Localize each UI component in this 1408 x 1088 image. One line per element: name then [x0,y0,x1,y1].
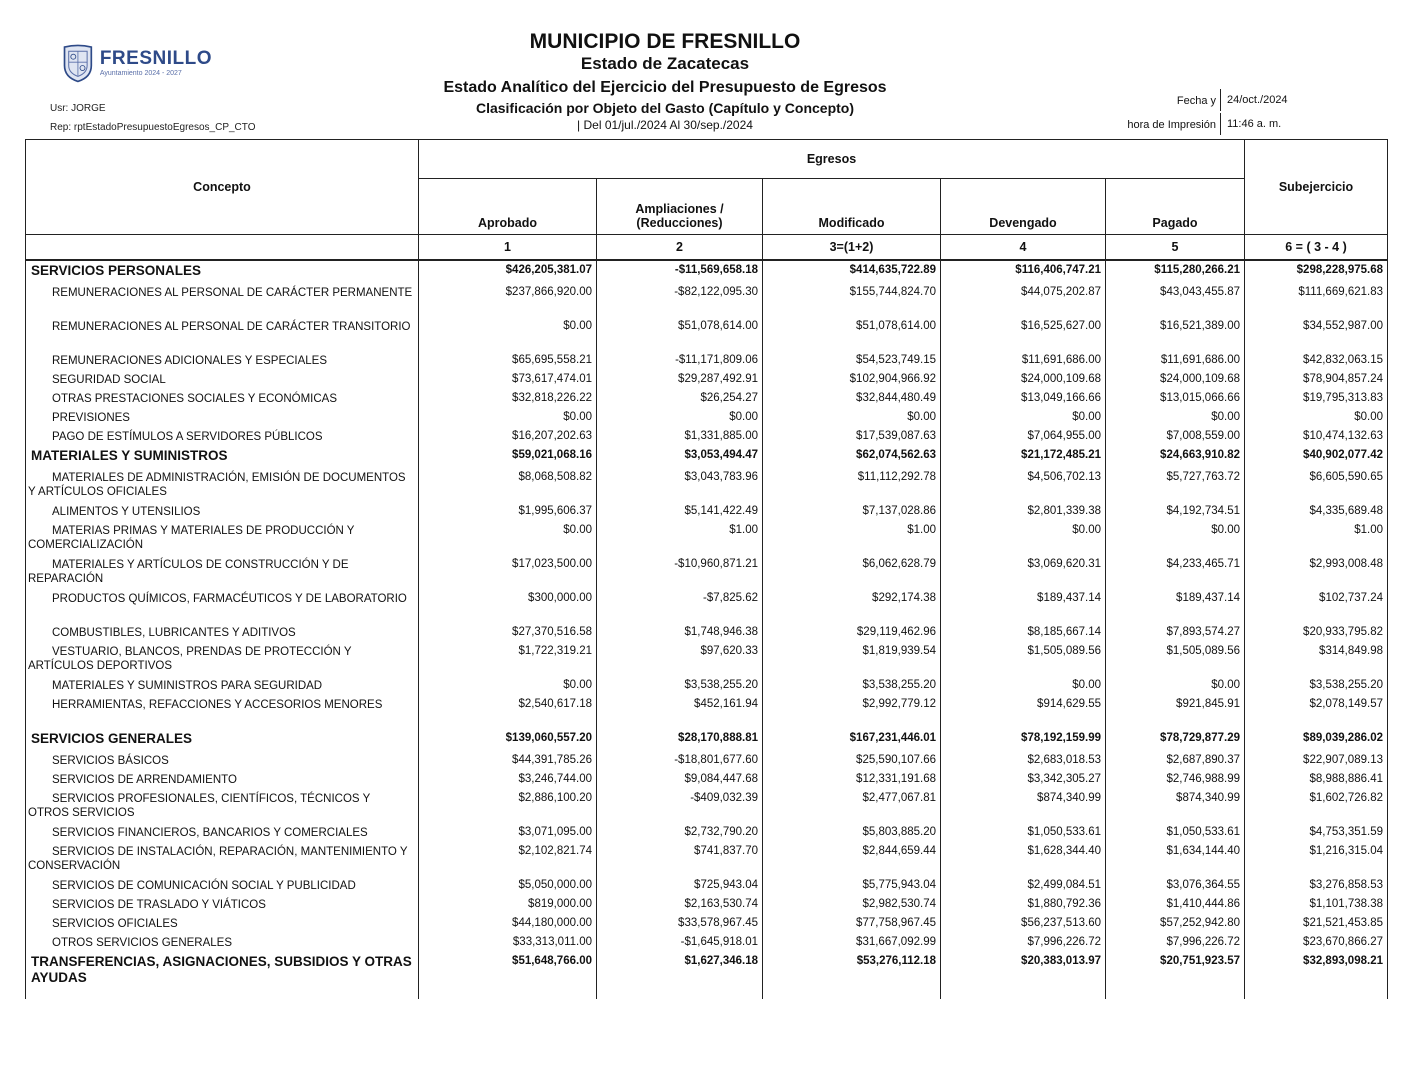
cell-subejercicio: $19,795,313.83 [1245,389,1388,408]
cell-aprobado: $73,617,474.01 [419,370,597,389]
cell-pagado: $1,634,144.40 [1106,842,1245,876]
cell-devengado: $3,342,305.27 [941,770,1106,789]
concept-label: PREVISIONES [26,408,419,427]
cell-modificado: $51,078,614.00 [763,317,941,351]
cell-ampliaciones: $5,141,422.49 [597,502,763,521]
cell-pagado: $1,050,533.61 [1106,823,1245,842]
cell-aprobado: $44,391,785.26 [419,751,597,770]
print-date-label: Fecha y [1100,89,1221,111]
cell-modificado: $77,758,967.45 [763,914,941,933]
col-index-blank [26,235,419,261]
cell-subejercicio: $3,276,858.53 [1245,876,1388,895]
budget-table [25,139,1388,999]
concept-label: REMUNERACIONES AL PERSONAL DE CARÁCTER TRANSITORIO [26,317,419,351]
cell-ampliaciones: -$18,801,677.60 [597,751,763,770]
cell-devengado: $0.00 [941,521,1106,555]
chapter-label: MATERIALES Y SUMINISTROS [26,446,419,468]
cell-aprobado: $2,102,821.74 [419,842,597,876]
concept-label: MATERIAS PRIMAS Y MATERIALES DE PRODUCCIÓN Y COMERCIALIZACIÓN [26,521,419,555]
cell-pagado: $4,192,734.51 [1106,502,1245,521]
col-index-1: 1 [419,235,597,261]
cell-devengado: $0.00 [941,408,1106,427]
cell-aprobado: $237,866,920.00 [419,283,597,317]
col-header-modificado: Modificado [763,179,941,235]
cell-ampliaciones: -$10,960,871.21 [597,555,763,589]
col-index-2: 2 [597,235,763,261]
cell-modificado: $1,819,939.54 [763,642,941,676]
cell-aprobado: $32,818,226.22 [419,389,597,408]
chapter-row [26,952,1388,989]
cell-modificado: $3,538,255.20 [763,676,941,695]
cell-aprobado: $16,207,202.63 [419,427,597,446]
cell-modificado: $29,119,462.96 [763,623,941,642]
spacer-cell [1245,989,1388,999]
cell-pagado: $0.00 [1106,676,1245,695]
col-index-3: 3=(1+2) [763,235,941,261]
cell-pagado: $1,410,444.86 [1106,895,1245,914]
cell-subejercicio: $1,602,726.82 [1245,789,1388,823]
cell-subejercicio: $314,849.98 [1245,642,1388,676]
cell-modificado: $167,231,446.01 [763,729,941,751]
concept-label: ALIMENTOS Y UTENSILIOS [26,502,419,521]
cell-devengado: $189,437.14 [941,589,1106,623]
concept-label: SERVICIOS DE ARRENDAMIENTO [26,770,419,789]
col-header-pagado: Pagado [1106,179,1245,235]
concept-row [26,842,1388,876]
cell-devengado: $2,499,084.51 [941,876,1106,895]
cell-devengado: $7,064,955.00 [941,427,1106,446]
cell-subejercicio: $2,078,149.57 [1245,695,1388,729]
concept-row [26,283,1388,317]
concept-row [26,676,1388,695]
cell-ampliaciones: $97,620.33 [597,642,763,676]
cell-devengado: $914,629.55 [941,695,1106,729]
cell-modificado: $155,744,824.70 [763,283,941,317]
concept-label: SERVICIOS BÁSICOS [26,751,419,770]
cell-ampliaciones: $28,170,888.81 [597,729,763,751]
spacer-cell [1106,989,1245,999]
cell-ampliaciones: -$82,122,095.30 [597,283,763,317]
concept-label: HERRAMIENTAS, REFACCIONES Y ACCESORIOS MENORES [26,695,419,729]
cell-ampliaciones: $0.00 [597,408,763,427]
cell-subejercicio: $22,907,089.13 [1245,751,1388,770]
cell-subejercicio: $21,521,453.85 [1245,914,1388,933]
concept-row [26,623,1388,642]
cell-devengado: $24,000,109.68 [941,370,1106,389]
col-header-ampliaciones: Ampliaciones / (Reducciones) [597,179,763,235]
cell-pagado: $24,000,109.68 [1106,370,1245,389]
egresos-group-header: Egresos [419,140,1245,179]
cell-devengado: $2,801,339.38 [941,502,1106,521]
cell-modificado: $54,523,749.15 [763,351,941,370]
cell-aprobado: $1,995,606.37 [419,502,597,521]
classification-title: Clasificación por Objeto del Gasto (Capítulo y Concepto) [475,100,855,116]
concept-row [26,408,1388,427]
cell-devengado: $16,525,627.00 [941,317,1106,351]
cell-pagado: $7,996,226.72 [1106,933,1245,952]
cell-subejercicio: $102,737.24 [1245,589,1388,623]
cell-ampliaciones: -$409,032.39 [597,789,763,823]
cell-modificado: $2,982,530.74 [763,895,941,914]
table-bottom-spacer [26,989,1388,999]
cell-aprobado: $3,246,744.00 [419,770,597,789]
cell-devengado: $4,506,702.13 [941,468,1106,502]
concept-label: VESTUARIO, BLANCOS, PRENDAS DE PROTECCIÓN Y ARTÍCULOS DEPORTIVOS [26,642,419,676]
cell-subejercicio: $1,216,315.04 [1245,842,1388,876]
cell-modificado: $5,775,943.04 [763,876,941,895]
cell-ampliaciones: -$7,825.62 [597,589,763,623]
cell-modificado: $2,477,067.81 [763,789,941,823]
cell-subejercicio: $89,039,286.02 [1245,729,1388,751]
cell-ampliaciones: $29,287,492.91 [597,370,763,389]
cell-pagado: $13,015,066.66 [1106,389,1245,408]
col-index-5: 5 [1106,235,1245,261]
cell-ampliaciones: $51,078,614.00 [597,317,763,351]
print-date: 24/oct./2024 [1227,94,1288,106]
spacer-cell [597,989,763,999]
cell-pagado: $24,663,910.82 [1106,446,1245,468]
cell-aprobado: $59,021,068.16 [419,446,597,468]
cell-ampliaciones: $1,331,885.00 [597,427,763,446]
col-index-6: 6 = ( 3 - 4 ) [1245,235,1388,261]
cell-devengado: $874,340.99 [941,789,1106,823]
concept-row [26,589,1388,623]
cell-pagado: $7,008,559.00 [1106,427,1245,446]
cell-pagado: $0.00 [1106,408,1245,427]
cell-aprobado: $51,648,766.00 [419,952,597,989]
cell-subejercicio: $111,669,621.83 [1245,283,1388,317]
concept-row [26,642,1388,676]
cell-pagado: $11,691,686.00 [1106,351,1245,370]
concept-row [26,914,1388,933]
cell-subejercicio: $34,552,987.00 [1245,317,1388,351]
table-body [26,260,1388,999]
concept-row [26,933,1388,952]
cell-ampliaciones: $1,627,346.18 [597,952,763,989]
cell-devengado: $2,683,018.53 [941,751,1106,770]
cell-aprobado: $2,886,100.20 [419,789,597,823]
cell-ampliaciones: $2,163,530.74 [597,895,763,914]
cell-modificado: $7,137,028.86 [763,502,941,521]
concept-label: OTRAS PRESTACIONES SOCIALES Y ECONÓMICAS [26,389,419,408]
concept-row [26,895,1388,914]
cell-subejercicio: $298,228,975.68 [1245,260,1388,283]
report-titles [410,30,920,133]
concept-label: SERVICIOS DE TRASLADO Y VIÁTICOS [26,895,419,914]
cell-aprobado: $65,695,558.21 [419,351,597,370]
cell-pagado: $57,252,942.80 [1106,914,1245,933]
cell-pagado: $115,280,266.21 [1106,260,1245,283]
cell-aprobado: $27,370,516.58 [419,623,597,642]
report-id-label: Rep: rptEstadoPresupuestoEgresos_CP_CTO [50,122,256,133]
spacer-cell [419,989,597,999]
cell-modificado: $12,331,191.68 [763,770,941,789]
cell-ampliaciones: $452,161.94 [597,695,763,729]
cell-subejercicio: $42,832,063.15 [1245,351,1388,370]
cell-ampliaciones: $1.00 [597,521,763,555]
chapter-row [26,729,1388,751]
cell-subejercicio: $78,904,857.24 [1245,370,1388,389]
cell-subejercicio: $10,474,132.63 [1245,427,1388,446]
cell-devengado: $21,172,485.21 [941,446,1106,468]
cell-subejercicio: $20,933,795.82 [1245,623,1388,642]
concept-label: COMBUSTIBLES, LUBRICANTES Y ADITIVOS [26,623,419,642]
cell-subejercicio: $2,993,008.48 [1245,555,1388,589]
cell-devengado: $0.00 [941,676,1106,695]
cell-modificado: $17,539,087.63 [763,427,941,446]
cell-modificado: $62,074,562.63 [763,446,941,468]
cell-aprobado: $139,060,557.20 [419,729,597,751]
concept-row [26,876,1388,895]
spacer-cell [763,989,941,999]
cell-modificado: $102,904,966.92 [763,370,941,389]
cell-subejercicio: $4,753,351.59 [1245,823,1388,842]
cell-pagado: $5,727,763.72 [1106,468,1245,502]
col-header-devengado: Devengado [941,179,1106,235]
cell-ampliaciones: -$11,171,809.06 [597,351,763,370]
concept-label: PRODUCTOS QUÍMICOS, FARMACÉUTICOS Y DE LABORATORIO [26,589,419,623]
cell-aprobado: $33,313,011.00 [419,933,597,952]
concept-label: SERVICIOS PROFESIONALES, CIENTÍFICOS, TÉCNICOS Y OTROS SERVICIOS [26,789,419,823]
cell-ampliaciones: $33,578,967.45 [597,914,763,933]
cell-subejercicio: $8,988,886.41 [1245,770,1388,789]
cell-aprobado: $17,023,500.00 [419,555,597,589]
cell-ampliaciones: -$1,645,918.01 [597,933,763,952]
cell-devengado: $1,050,533.61 [941,823,1106,842]
cell-ampliaciones: $3,538,255.20 [597,676,763,695]
col-header-aprobado: Aprobado [419,179,597,235]
cell-modificado: $11,112,292.78 [763,468,941,502]
cell-aprobado: $300,000.00 [419,589,597,623]
cell-modificado: $6,062,628.79 [763,555,941,589]
concept-row [26,695,1388,729]
cell-modificado: $0.00 [763,408,941,427]
concept-header: Concepto [26,140,419,235]
cell-pagado: $7,893,574.27 [1106,623,1245,642]
cell-subejercicio: $4,335,689.48 [1245,502,1388,521]
cell-devengado: $20,383,013.97 [941,952,1106,989]
cell-devengado: $78,192,159.99 [941,729,1106,751]
cell-pagado: $2,746,988.99 [1106,770,1245,789]
concept-row [26,427,1388,446]
cell-modificado: $1.00 [763,521,941,555]
concept-row [26,370,1388,389]
cell-aprobado: $0.00 [419,408,597,427]
concept-row [26,502,1388,521]
concept-label: MATERIALES DE ADMINISTRACIÓN, EMISIÓN DE DOCUMENTOS Y ARTÍCULOS OFICIALES [26,468,419,502]
cell-aprobado: $3,071,095.00 [419,823,597,842]
cell-devengado: $11,691,686.00 [941,351,1106,370]
chapter-label: SERVICIOS PERSONALES [26,260,419,283]
cell-pagado: $2,687,890.37 [1106,751,1245,770]
cell-devengado: $3,069,620.31 [941,555,1106,589]
concept-label: OTROS SERVICIOS GENERALES [26,933,419,952]
print-time-label: hora de Impresión [1100,113,1221,135]
subejercicio-header: Subejercicio [1245,140,1388,235]
cell-pagado: $16,521,389.00 [1106,317,1245,351]
concept-row [26,351,1388,370]
cell-subejercicio: $3,538,255.20 [1245,676,1388,695]
cell-devengado: $7,996,226.72 [941,933,1106,952]
concept-row [26,555,1388,589]
concept-label: REMUNERACIONES AL PERSONAL DE CARÁCTER PERMANENTE [26,283,419,317]
cell-pagado: $1,505,089.56 [1106,642,1245,676]
cell-modificado: $5,803,885.20 [763,823,941,842]
concept-row [26,770,1388,789]
cell-pagado: $4,233,465.71 [1106,555,1245,589]
cell-pagado: $43,043,455.87 [1106,283,1245,317]
cell-aprobado: $2,540,617.18 [419,695,597,729]
cell-modificado: $32,844,480.49 [763,389,941,408]
municipality-title: MUNICIPIO DE FRESNILLO [529,30,801,53]
concept-row [26,317,1388,351]
cell-aprobado: $1,722,319.21 [419,642,597,676]
spacer-cell [941,989,1106,999]
cell-aprobado: $0.00 [419,317,597,351]
cell-pagado: $0.00 [1106,521,1245,555]
cell-subejercicio: $0.00 [1245,408,1388,427]
concept-row [26,751,1388,770]
concept-label: MATERIALES Y SUMINISTROS PARA SEGURIDAD [26,676,419,695]
cell-pagado: $874,340.99 [1106,789,1245,823]
cell-pagado: $3,076,364.55 [1106,876,1245,895]
cell-subejercicio: $23,670,866.27 [1245,933,1388,952]
fresnillo-logo [62,38,212,88]
col-index-4: 4 [941,235,1106,261]
chapter-label: SERVICIOS GENERALES [26,729,419,751]
concept-label: PAGO DE ESTÍMULOS A SERVIDORES PÚBLICOS [26,427,419,446]
cell-ampliaciones: $26,254.27 [597,389,763,408]
concept-label: SERVICIOS OFICIALES [26,914,419,933]
cell-devengado: $56,237,513.60 [941,914,1106,933]
cell-modificado: $2,844,659.44 [763,842,941,876]
cell-modificado: $292,174.38 [763,589,941,623]
spacer-cell [26,989,419,999]
cell-ampliaciones: $9,084,447.68 [597,770,763,789]
cell-devengado: $1,880,792.36 [941,895,1106,914]
concept-row [26,468,1388,502]
report-title: Estado Analítico del Ejercicio del Presupuesto de Egresos [443,79,887,96]
user-label: Usr: JORGE [50,103,106,114]
concept-label: SERVICIOS DE COMUNICACIÓN SOCIAL Y PUBLICIDAD [26,876,419,895]
cell-pagado: $78,729,877.29 [1106,729,1245,751]
cell-subejercicio: $1.00 [1245,521,1388,555]
logo-name: FRESNILLO [99,47,212,69]
cell-ampliaciones: $3,053,494.47 [597,446,763,468]
cell-aprobado: $5,050,000.00 [419,876,597,895]
cell-devengado: $13,049,166.66 [941,389,1106,408]
cell-ampliaciones: $3,043,783.96 [597,468,763,502]
cell-modificado: $414,635,722.89 [763,260,941,283]
period-range: | Del 01/jul./2024 Al 30/sep./2024 [577,118,753,132]
concept-label: SERVICIOS FINANCIEROS, BANCARIOS Y COMERCIALES [26,823,419,842]
cell-aprobado: $44,180,000.00 [419,914,597,933]
cell-subejercicio: $32,893,098.21 [1245,952,1388,989]
concept-label: MATERIALES Y ARTÍCULOS DE CONSTRUCCIÓN Y DE REPARACIÓN [26,555,419,589]
concept-label: SERVICIOS DE INSTALACIÓN, REPARACIÓN, MANTENIMIENTO Y CONSERVACIÓN [26,842,419,876]
cell-subejercicio: $6,605,590.65 [1245,468,1388,502]
chapter-row [26,446,1388,468]
chapter-row [26,260,1388,283]
cell-aprobado: $0.00 [419,521,597,555]
cell-aprobado: $0.00 [419,676,597,695]
cell-devengado: $116,406,747.21 [941,260,1106,283]
cell-modificado: $25,590,107.66 [763,751,941,770]
cell-subejercicio: $1,101,738.38 [1245,895,1388,914]
cell-subejercicio: $40,902,077.42 [1245,446,1388,468]
chapter-label: TRANSFERENCIAS, ASIGNACIONES, SUBSIDIOS Y OTRAS AYUDAS [26,952,419,989]
cell-modificado: $31,667,092.99 [763,933,941,952]
concept-row [26,823,1388,842]
cell-ampliaciones: $725,943.04 [597,876,763,895]
cell-modificado: $53,276,112.18 [763,952,941,989]
cell-devengado: $1,505,089.56 [941,642,1106,676]
cell-pagado: $189,437.14 [1106,589,1245,623]
cell-pagado: $20,751,923.57 [1106,952,1245,989]
cell-ampliaciones: $1,748,946.38 [597,623,763,642]
cell-devengado: $1,628,344.40 [941,842,1106,876]
concept-label: REMUNERACIONES ADICIONALES Y ESPECIALES [26,351,419,370]
state-subtitle: Estado de Zacatecas [580,54,750,73]
concept-row [26,389,1388,408]
cell-ampliaciones: $741,837.70 [597,842,763,876]
print-time: 11:46 a. m. [1227,118,1282,130]
concept-row [26,521,1388,555]
cell-devengado: $8,185,667.14 [941,623,1106,642]
print-info [1100,88,1300,136]
cell-aprobado: $426,205,381.07 [419,260,597,283]
cell-devengado: $44,075,202.87 [941,283,1106,317]
concept-label: SEGURIDAD SOCIAL [26,370,419,389]
concept-row [26,789,1388,823]
cell-ampliaciones: -$11,569,658.18 [597,260,763,283]
cell-aprobado: $819,000.00 [419,895,597,914]
municipal-shield-icon [62,40,94,86]
cell-ampliaciones: $2,732,790.20 [597,823,763,842]
cell-pagado: $921,845.91 [1106,695,1245,729]
logo-subtitle: Ayuntamiento 2024 - 2027 [99,69,182,77]
cell-modificado: $2,992,779.12 [763,695,941,729]
cell-aprobado: $8,068,508.82 [419,468,597,502]
